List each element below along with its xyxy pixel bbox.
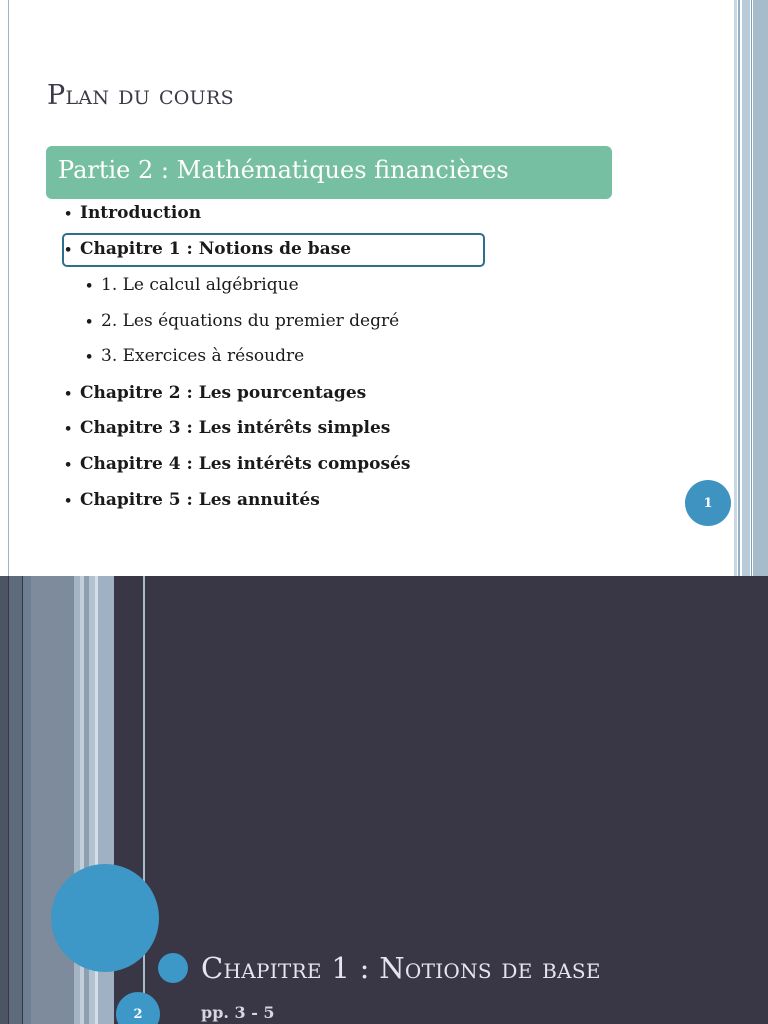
- outline-subitem-exercices: [85, 346, 304, 366]
- outline-item-label: Chapitre 1 : Notions de base: [80, 239, 352, 259]
- outline-item-chapitre-3: [64, 418, 390, 438]
- outline-subitem-calcul-algebrique: [85, 275, 299, 295]
- outline-item-label: 2. Les équations du premier degré: [101, 311, 400, 331]
- outline-item-chapitre-4: [64, 454, 410, 474]
- slide-2: [0, 576, 768, 1024]
- outline-item-label: Chapitre 5 : Les annuités: [80, 490, 320, 510]
- chapter-pages: pp. 3 - 5: [201, 1003, 275, 1022]
- bullet: •: [64, 458, 73, 473]
- outline-item-label: Chapitre 2 : Les pourcentages: [80, 383, 367, 403]
- outline-item-label: Chapitre 4 : Les intérêts composés: [80, 454, 411, 474]
- current-chapter-highlight: [62, 233, 485, 267]
- bullet: •: [64, 387, 73, 402]
- slide-title: Plan du cours: [47, 80, 234, 111]
- outline-item-chapitre-2: [64, 383, 366, 403]
- decorative-large-circle: [51, 864, 159, 972]
- outline-item-label: 1. Le calcul algébrique: [101, 275, 299, 295]
- outline-item-introduction: [64, 203, 201, 223]
- outline-subitem-equations: [85, 311, 399, 331]
- bullet: •: [64, 422, 73, 437]
- page-number-badge: 2: [116, 992, 160, 1024]
- bullet: •: [85, 315, 94, 330]
- chapter-title: Chapitre 1 : Notions de base: [201, 951, 601, 985]
- page-number-badge: 1: [685, 480, 731, 526]
- title-bullet-dot: [158, 953, 188, 983]
- outline-item-label: Introduction: [80, 203, 202, 223]
- outline-item-label: Chapitre 3 : Les intérêts simples: [80, 418, 391, 438]
- outline-item-chapitre-5: [64, 490, 320, 510]
- outline-item-label: 3. Exercices à résoudre: [101, 346, 305, 366]
- bullet: •: [64, 494, 73, 509]
- bullet: •: [64, 207, 73, 222]
- part-banner-label: Partie 2 : Mathématiques financières: [58, 156, 509, 184]
- bullet: •: [64, 243, 73, 258]
- bullet: •: [85, 350, 94, 365]
- bullet: •: [85, 279, 94, 294]
